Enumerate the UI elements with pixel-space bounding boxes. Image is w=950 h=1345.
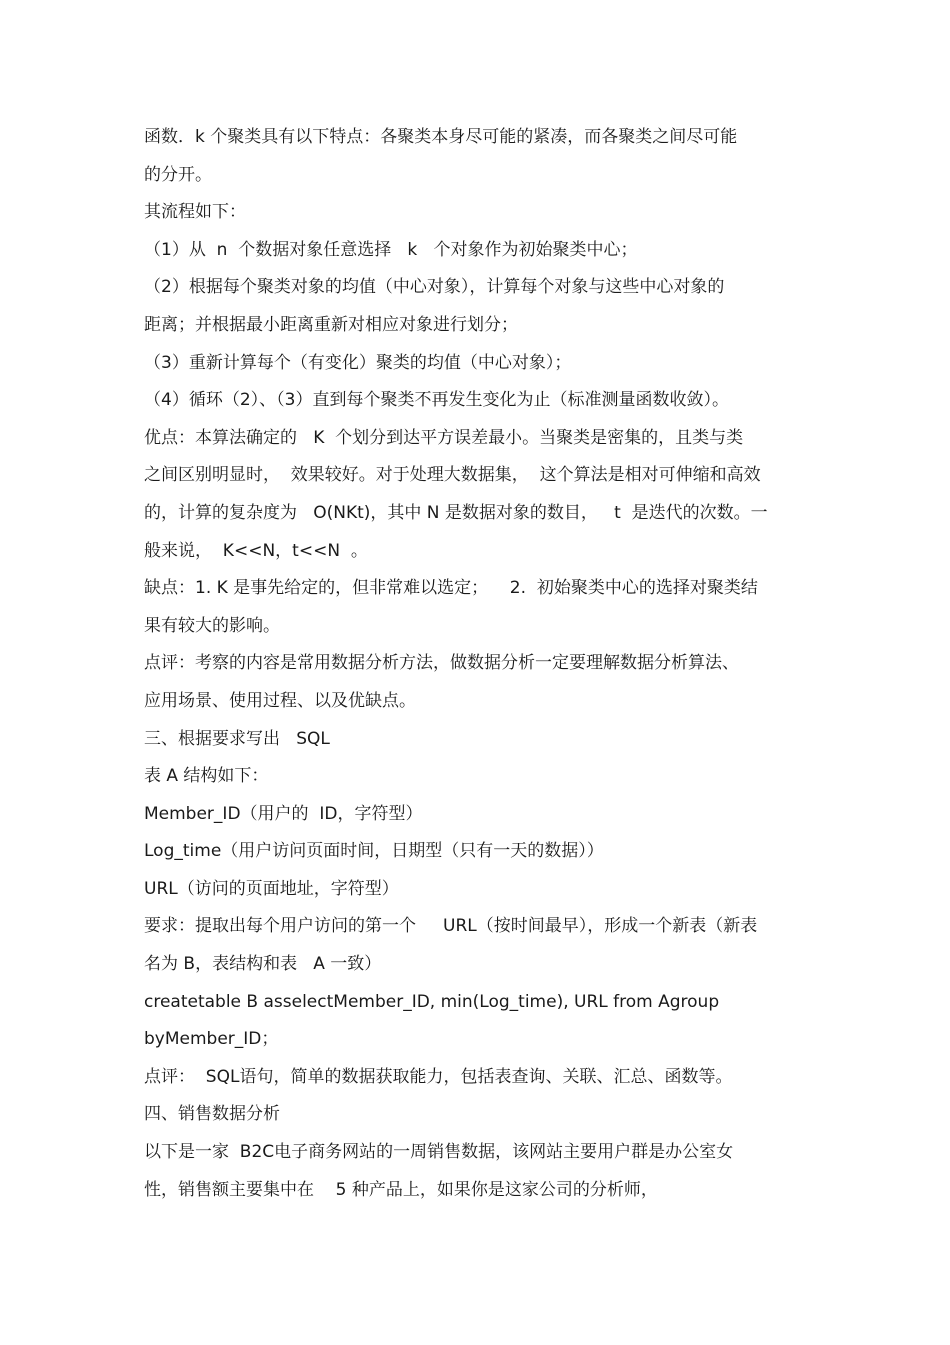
paragraph-line: 函数．k 个聚类具有以下特点：各聚类本身尽可能的紧凑，而各聚类之间尽可能 bbox=[144, 127, 738, 147]
list-item: （1）从 n 个数据对象任意选择 k 个对象作为初始聚类中心； bbox=[144, 239, 638, 260]
paragraph-line: 之间区别明显时， 效果较好。对于处理大数据集， 这个算法是相对可伸缩和高效 bbox=[144, 465, 761, 486]
list-item: （3）重新计算每个（有变化）聚类的均值（中心对象）； bbox=[144, 352, 572, 373]
section-heading: 四、销售数据分析 bbox=[144, 1104, 280, 1125]
paragraph-line: 表 A 结构如下： bbox=[144, 766, 269, 787]
paragraph-line: 果有较大的影响。 bbox=[144, 615, 280, 636]
sql-code-line: byMember_ID； bbox=[144, 1029, 279, 1050]
paragraph-line: 以下是一家 B2C电子商务网站的一周销售数据，该网站主要用户群是办公室女 bbox=[144, 1142, 734, 1163]
section-heading: 三、根据要求写出 SQL bbox=[144, 728, 330, 749]
list-item: （2）根据每个聚类对象的均值（中心对象），计算每个对象与这些中心对象的 bbox=[144, 277, 725, 298]
paragraph-line: 般来说， K<<N，t<<N 。 bbox=[144, 540, 368, 561]
list-item: （4）循环（2）、（3）直到每个聚类不再发生变化为止（标准测量函数收敛）。 bbox=[144, 390, 729, 411]
paragraph-line: 点评： SQL语句，简单的数据获取能力，包括表查询、关联、汇总、函数等。 bbox=[144, 1066, 733, 1087]
sql-code-line: createtable B asselectMember_ID, min(Log_time), URL from Agroup bbox=[144, 991, 720, 1012]
paragraph-line: 的，计算的复杂度为 O(NKt)，其中 N 是数据对象的数目， t 是迭代的次数。一 bbox=[144, 502, 768, 523]
document-body bbox=[144, 119, 804, 1209]
paragraph-line: 应用场景、使用过程、以及优缺点。 bbox=[144, 690, 416, 711]
paragraph-line: 的分开。 bbox=[144, 164, 212, 185]
field-description: URL（访问的页面地址，字符型） bbox=[144, 878, 399, 899]
paragraph-line: 名为 B，表结构和表 A 一致） bbox=[144, 954, 382, 975]
paragraph-line: 其流程如下： bbox=[144, 202, 246, 223]
field-description: Log_time（用户访问页面时间，日期型（只有一天的数据）） bbox=[144, 841, 604, 862]
paragraph-line: 优点：本算法确定的 K 个划分到达平方误差最小。当聚类是密集的，且类与类 bbox=[144, 427, 744, 448]
paragraph-line: 性，销售额主要集中在 5 种产品上，如果你是这家公司的分析师， bbox=[144, 1179, 658, 1200]
list-item: 距离；并根据最小距离重新对相应对象进行划分； bbox=[144, 314, 518, 335]
paragraph-line: 缺点：1. K 是事先给定的，但非常难以选定； 2. 初始聚类中心的选择对聚类结 bbox=[144, 578, 758, 599]
paragraph-line: 要求：提取出每个用户访问的第一个 URL（按时间最早），形成一个新表（新表 bbox=[144, 916, 758, 937]
field-description: Member_ID（用户的 ID，字符型） bbox=[144, 803, 423, 824]
paragraph-line: 点评：考察的内容是常用数据分析方法，做数据分析一定要理解数据分析算法、 bbox=[144, 653, 739, 674]
